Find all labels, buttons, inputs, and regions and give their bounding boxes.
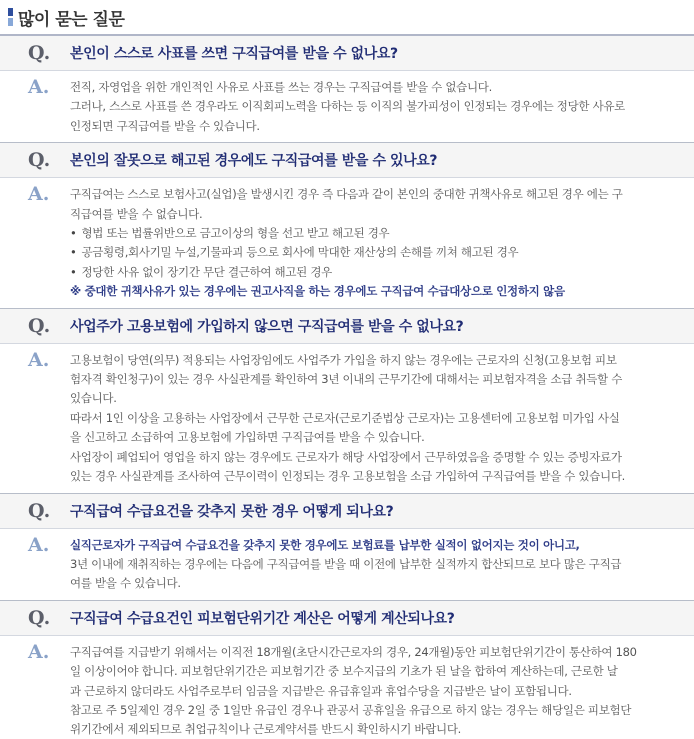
- answer-line: 있는 경우 사실관계를 조사하여 근무이력이 인정되는 경우 고용보험을 소급 가입하여 구직급여를 받을 수 있습니다.: [70, 469, 625, 484]
- answer-mark: A.: [28, 640, 50, 663]
- answer-bullet: • 정당한 사유 없이 장기간 무단 결근하여 해고된 경우: [70, 263, 623, 282]
- question-text: 본인의 잘못으로 해고된 경우에도 구직급여를 받을 수 있나요?: [70, 153, 438, 170]
- faq-item: [0, 36, 694, 143]
- answer-line: 험자격 확인청구)이 있는 경우 사실관계를 확인하여 3년 이내의 근무기간에 대해서는 피보험자격을 소급 취득할 수: [70, 372, 623, 387]
- answer-body: [70, 536, 621, 594]
- answer-mark: A.: [28, 183, 50, 206]
- question-mark: Q.: [28, 149, 51, 172]
- answer-line: 참고로 주 5일제인 경우 2일 중 1일만 유급인 경우나 관공서 공휴일을 유급으로 하지 않는 경우는 해당일은 피보험단: [70, 702, 632, 717]
- page-header: [0, 0, 694, 36]
- answer-note: ※ 중대한 귀책사유가 있는 경우에는 권고사직을 하는 경우에도 구직급여 수급대상으로 인정하지 않음: [70, 284, 565, 299]
- answer-line: 인정되면 구직급여를 받을 수 있습니다.: [70, 118, 260, 133]
- answer-line: 있습니다.: [70, 391, 117, 406]
- question-text: 사업주가 고용보험에 가입하지 않으면 구직급여를 받을 수 없나요?: [70, 318, 464, 335]
- question-text: 구직급여 수급요건을 갖추지 못한 경우 어떻게 되나요?: [70, 503, 394, 520]
- page-title: 많이 묻는 질문: [18, 9, 125, 30]
- title-bullet-icon: [8, 8, 13, 26]
- answer-body: [70, 643, 637, 739]
- faq-question[interactable]: [0, 143, 694, 178]
- answer-line: 직급여를 받을 수 없습니다.: [70, 206, 203, 221]
- question-mark: Q.: [28, 499, 51, 522]
- answer-body: [70, 351, 625, 487]
- faq-item: [0, 143, 694, 308]
- answer-line: 여를 받을 수 있습니다.: [70, 576, 181, 591]
- answer-line: 고용보험이 당연(의무) 적용되는 사업장임에도 사업주가 가입을 하지 않는 경우에는 근로자의 신청(고용보험 피보: [70, 352, 617, 367]
- faq-answer: [0, 178, 694, 307]
- faq-question[interactable]: [0, 494, 694, 529]
- faq-question[interactable]: [0, 601, 694, 636]
- answer-mark: A.: [28, 533, 50, 556]
- answer-line: 위기간에서 제외되므로 취업규칙이나 근로계약서를 반드시 확인하시기 바랍니다.: [70, 722, 461, 737]
- faq-answer: [0, 71, 694, 142]
- question-mark: Q.: [28, 606, 51, 629]
- answer-body: [70, 78, 625, 136]
- answer-highlight: 실직근로자가 구직급여 수급요건을 갖추지 못한 경우에도 보험료를 납부한 실적이 없어지는 것이 아니고,: [70, 537, 580, 552]
- answer-mark: A.: [28, 76, 50, 98]
- question-mark: Q.: [28, 314, 51, 337]
- faq-item: [0, 601, 694, 739]
- faq-question[interactable]: [0, 36, 694, 71]
- answer-line: 전직, 자영업을 위한 개인적인 사유로 사표를 쓰는 경우는 구직급여를 받을 수 없습니다.: [70, 80, 492, 94]
- answer-line: 구직급여를 지급받기 위해서는 이직전 18개월(초단시간근로자의 경우, 24개월)동안 피보험단위기간이 통산하여 180: [70, 644, 637, 659]
- question-mark: Q.: [28, 42, 51, 64]
- answer-line: 사업장이 폐업되어 영업을 하지 않는 경우에도 근로자가 해당 사업장에서 근무하였음을 증명할 수 있는 증빙자료가: [70, 449, 622, 464]
- answer-bullet: • 형법 또는 법률위반으로 금고이상의 형을 선고 받고 해고된 경우: [70, 224, 623, 243]
- faq-answer: [0, 529, 694, 600]
- answer-mark: A.: [28, 348, 50, 371]
- faq-item: [0, 494, 694, 601]
- faq-question[interactable]: [0, 309, 694, 344]
- answer-line: 일 이상이어야 합니다. 피보험단위기간은 피보험기간 중 보수지급의 기초가 된 날을 합하여 계산하는데, 근로한 날: [70, 664, 618, 679]
- faq-answer: [0, 636, 694, 739]
- answer-line: 따라서 1인 이상을 고용하는 사업장에서 근무한 근로자(근로기준법상 근로자)는 고용센터에 고용보험 미가입 사실: [70, 410, 620, 425]
- faq-answer: [0, 344, 694, 493]
- faq-item: [0, 309, 694, 494]
- answer-line: 3년 이내에 재취직하는 경우에는 다음에 구직급여를 받을 때 이전에 납부한 실적까지 합산되므로 보다 많은 구직급: [70, 556, 622, 571]
- answer-line: 그러나, 스스로 사표를 쓴 경우라도 이직회피노력을 다하는 등 이직의 불가피성이 인정되는 경우에는 정당한 사유로: [70, 99, 625, 114]
- answer-line: 구직급여는 스스로 보험사고(실업)을 발생시킨 경우 즉 다음과 같이 본인의 중대한 귀책사유로 해고된 경우 에는 구: [70, 187, 623, 202]
- answer-bullet: • 공금횡령,회사기밀 누설,기물파괴 등으로 회사에 막대한 재산상의 손해를 끼쳐 해고된 경우: [70, 243, 623, 262]
- answer-body: [70, 185, 623, 301]
- answer-line: 과 근로하지 않더라도 사업주로부터 임금을 지급받은 유급휴일과 휴업수당을 지급받은 날이 포함됩니다.: [70, 683, 572, 698]
- answer-line: 을 신고하고 소급하여 고용보험에 가입하면 구직급여를 받을 수 있습니다.: [70, 430, 425, 445]
- question-text: 본인이 스스로 사표를 쓰면 구직급여를 받을 수 없나요?: [70, 46, 398, 62]
- question-text: 구직급여 수급요건인 피보험단위기간 계산은 어떻게 계산되나요?: [70, 610, 455, 627]
- faq-list: [0, 36, 694, 739]
